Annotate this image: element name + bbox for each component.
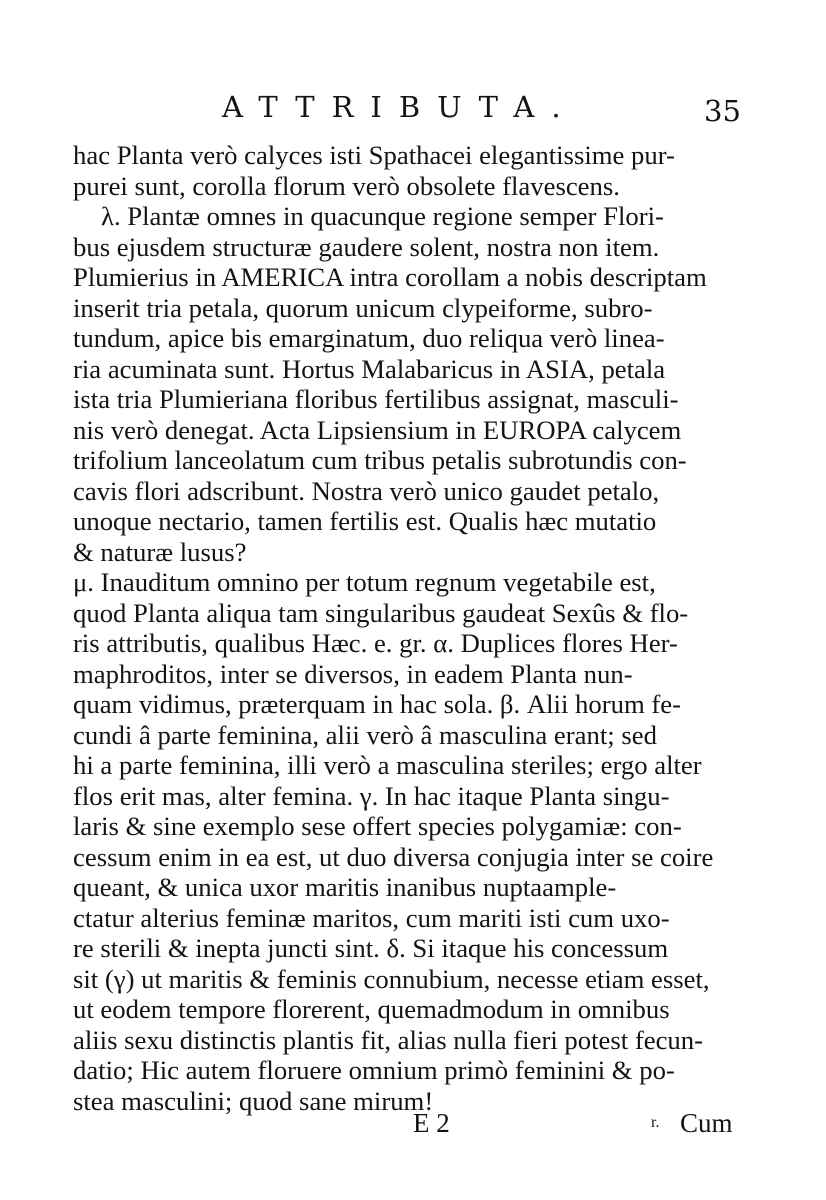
text-line: datio; Hic autem floruere omnium primò feminini & po- <box>73 1055 675 1085</box>
text-line: laris & sine exemplo sese offert species polygamiæ: con- <box>73 811 682 841</box>
text-line: hi a parte feminina, illi verò a masculina steriles; ergo alter <box>73 750 702 780</box>
text-line: re sterili & inepta juncti sint. δ. Si itaque his concessum <box>73 933 669 963</box>
text-line: unoque nectario, tamen fertilis est. Qualis hæc mutatio <box>73 506 657 536</box>
text-line: Plumierius in AMERICA intra corollam a nobis descriptam <box>73 262 707 292</box>
signature-mark: E 2 <box>413 1108 450 1138</box>
text-line: cessum enim in ea est, ut duo diversa conjugia inter se coire <box>73 841 714 872</box>
text-line: quod Planta aliqua tam singularibus gaudeat Sexûs & flo- <box>73 597 689 628</box>
text-line: cundi â parte feminina, alii verò â masculina erant; sed <box>73 719 657 750</box>
text-line: μ. Inauditum omnino per totum regnum vegetabile est, <box>73 567 656 597</box>
text-line: bus ejusdem structuræ gaudere solent, nostra non item. <box>73 231 660 262</box>
text-line: queant, & unica uxor maritis inanibus nuptaample- <box>73 872 617 902</box>
text-line: quam vidimus, præterquam in hac sola. β. Alii horum fe- <box>73 689 682 719</box>
text-line: ista tria Plumieriana floribus fertilibus assignat, masculi- <box>73 384 679 414</box>
running-title: ATTRIBUTA. <box>222 90 578 124</box>
page-footer <box>0 1108 826 1144</box>
text-line: cavis flori adscribunt. Nostra verò unico gaudet petalo, <box>73 475 660 506</box>
text-line: hac Planta verò calyces isti Spathacei elegantissime pur- <box>73 140 675 170</box>
text-line: & naturæ lusus? <box>73 536 247 567</box>
page-header <box>0 90 826 130</box>
text-line: ut eodem tempore florerent, quemadmodum in omnibus <box>73 994 670 1024</box>
text-line: flos erit mas, alter femina. γ. In hac itaque Planta singu- <box>73 780 670 811</box>
text-line: maphroditos, inter se diversos, in eadem Planta nun- <box>73 658 633 689</box>
text-line: nis verò denegat. Acta Lipsiensium in EUROPA calycem <box>73 414 682 445</box>
body-text <box>73 140 753 1116</box>
text-line: stea masculini; quod sane mirum! <box>73 1085 434 1116</box>
page-number: 35 <box>704 94 741 128</box>
catchword: Cum <box>680 1108 733 1138</box>
text-line: tundum, apice bis emarginatum, duo reliqua verò linea- <box>73 323 665 353</box>
footer-mark: r. <box>651 1114 660 1131</box>
text-line: sit (γ) ut maritis & feminis connubium, necesse etiam esset, <box>73 963 710 994</box>
text-line: λ. Plantæ omnes in quacunque regione semper Flori- <box>101 201 664 231</box>
text-line: trifolium lanceolatum cum tribus petalis subrotundis con- <box>73 445 687 475</box>
text-line: inserit tria petala, quorum unicum clypeiforme, subro- <box>73 292 653 323</box>
text-line: purei sunt, corolla florum verò obsolete flavescens. <box>73 170 620 201</box>
text-line: aliis sexu distinctis plantis fit, alias nulla fieri potest fecun- <box>73 1024 703 1055</box>
text-line: ria acuminata sunt. Hortus Malabaricus in ASIA, petala <box>73 353 666 384</box>
text-line: ris attributis, qualibus Hæc. e. gr. α. Duplices flores Her- <box>73 628 678 658</box>
text-line: ctatur alterius feminæ maritos, cum mariti isti cum uxo- <box>73 902 670 933</box>
